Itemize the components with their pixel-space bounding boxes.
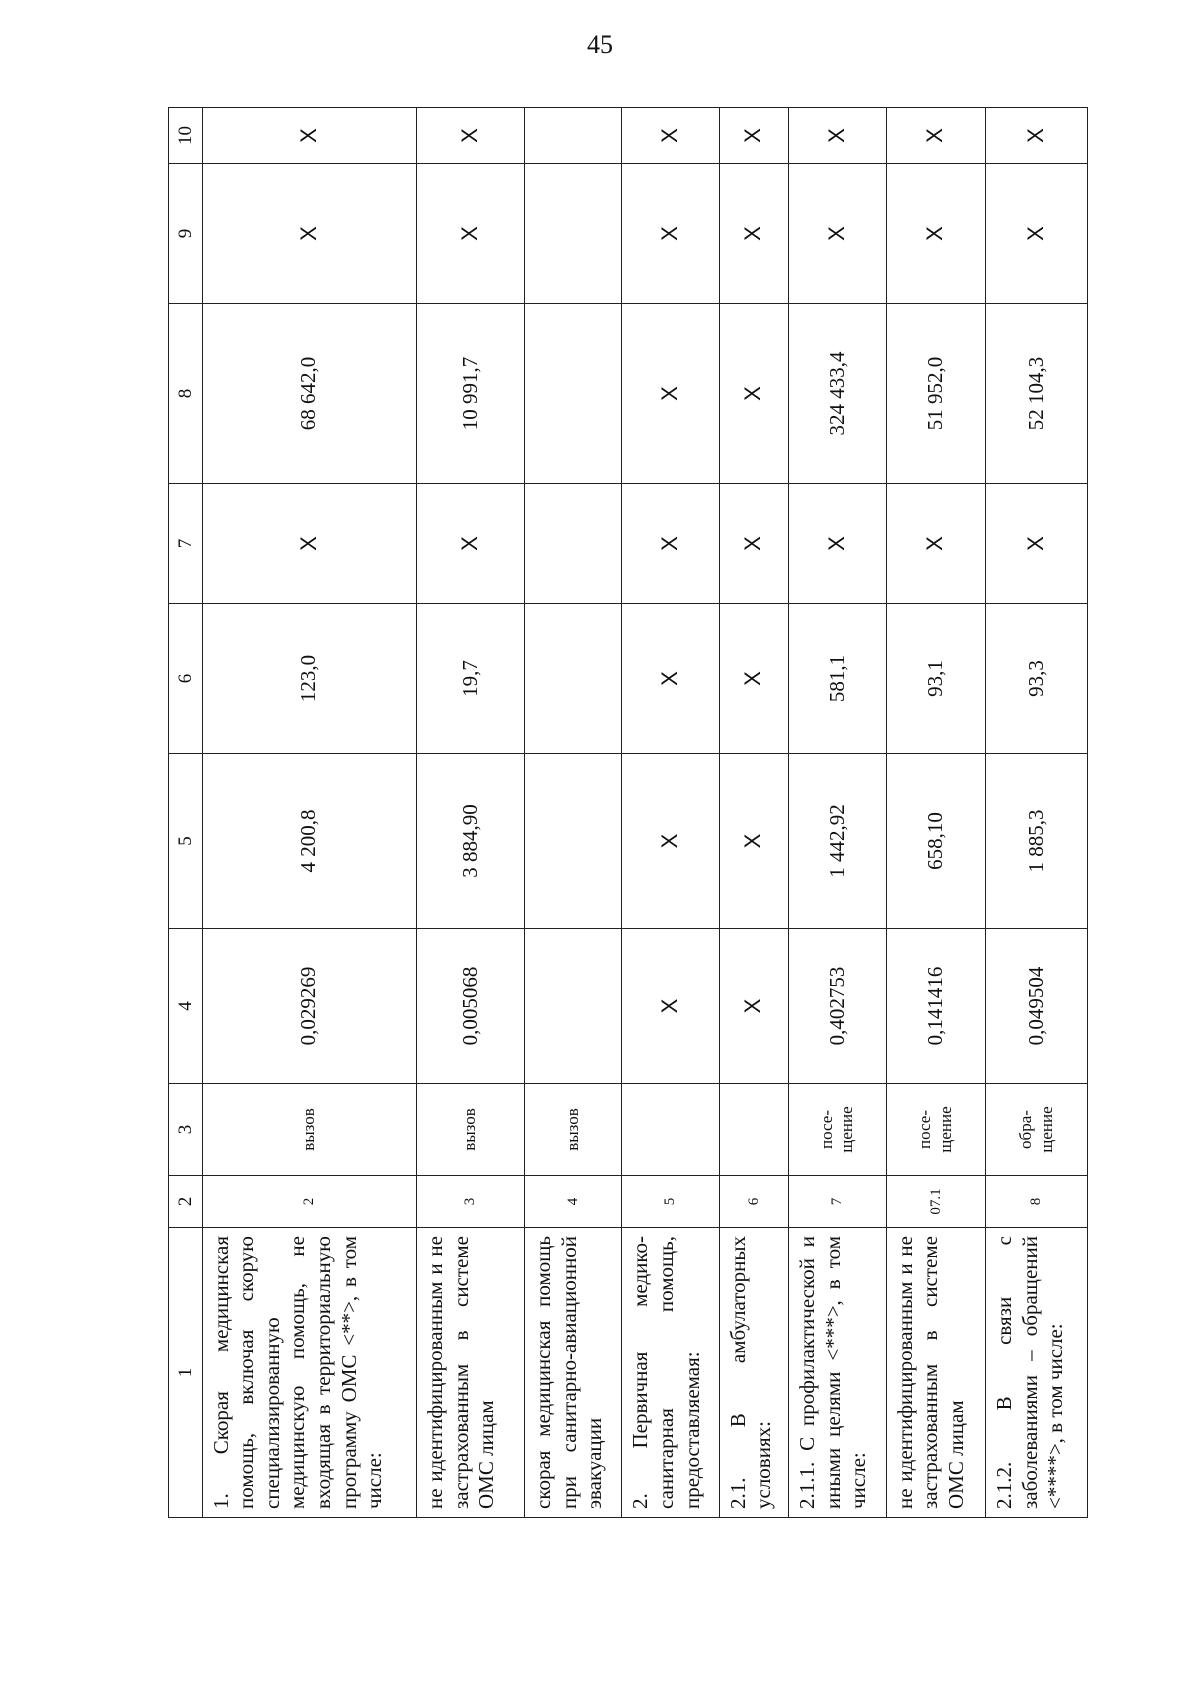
table-row (886, 108, 986, 1518)
value-cell: X (202, 164, 416, 304)
value-cell: 581,1 (789, 604, 886, 754)
value-cell (525, 164, 622, 304)
value-cell (525, 929, 622, 1084)
value-cell: X (789, 164, 886, 304)
value-cell: 19,7 (416, 604, 524, 754)
value-cell: X (622, 108, 719, 164)
value-cell: 0,005068 (416, 929, 524, 1084)
value-cell: X (622, 164, 719, 304)
header-cell: 8 (169, 304, 203, 484)
unit-cell: вызов (202, 1084, 416, 1176)
value-cell: 123,0 (202, 604, 416, 754)
value-cell: 68 642,0 (202, 304, 416, 484)
header-cell: 5 (169, 754, 203, 929)
row-code: 07.1 (886, 1176, 986, 1228)
value-cell: X (789, 108, 886, 164)
value-cell: X (986, 164, 1088, 304)
value-cell: 52 104,3 (986, 304, 1088, 484)
row-code: 8 (986, 1176, 1088, 1228)
row-description: 1. Скорая медицинская помощь, включая скорую специализированную медицинскую помощь, не входящая в территориальную программу ОМС <**>, в том числе: (202, 1228, 416, 1518)
value-cell: X (719, 108, 789, 164)
value-cell: X (202, 108, 416, 164)
unit-cell: обра-щение (986, 1084, 1088, 1176)
table-header-row (169, 108, 203, 1518)
value-cell: 0,049504 (986, 929, 1088, 1084)
table-row (202, 108, 416, 1518)
row-code: 7 (789, 1176, 886, 1228)
table-container (168, 108, 1088, 1518)
value-cell: 0,141416 (886, 929, 986, 1084)
header-cell: 4 (169, 929, 203, 1084)
table-row (622, 108, 719, 1518)
value-cell: X (789, 484, 886, 604)
value-cell: 10 991,7 (416, 304, 524, 484)
table-row (986, 108, 1088, 1518)
value-cell: 324 433,4 (789, 304, 886, 484)
value-cell: X (622, 754, 719, 929)
value-cell (525, 304, 622, 484)
value-cell: X (622, 604, 719, 754)
row-description: не идентифицированным и не застрахованным в системе ОМС лицам (416, 1228, 524, 1518)
unit-cell: вызов (525, 1084, 622, 1176)
row-description: 2.1.2. В связи с заболеваниями – обращений <****>, в том числе: (986, 1228, 1088, 1518)
table-row (525, 108, 622, 1518)
row-description: скорая медицинская помощь при санитарно-авиационной эвакуации (525, 1228, 622, 1518)
value-cell: X (886, 164, 986, 304)
row-code: 4 (525, 1176, 622, 1228)
value-cell: X (719, 304, 789, 484)
value-cell: 1 442,92 (789, 754, 886, 929)
row-code: 6 (719, 1176, 789, 1228)
value-cell: X (719, 484, 789, 604)
value-cell: 0,402753 (789, 929, 886, 1084)
unit-cell: посе-щение (886, 1084, 986, 1176)
value-cell: X (719, 164, 789, 304)
rotated-table (168, 108, 1088, 1518)
value-cell: X (416, 108, 524, 164)
header-cell: 6 (169, 604, 203, 754)
header-cell: 10 (169, 108, 203, 164)
value-cell: X (416, 164, 524, 304)
row-description: 2. Первичная медико-санитарная помощь, предоставляемая: (622, 1228, 719, 1518)
row-code: 2 (202, 1176, 416, 1228)
value-cell: X (202, 484, 416, 604)
value-cell: X (416, 484, 524, 604)
value-cell: 0,029269 (202, 929, 416, 1084)
value-cell: X (622, 929, 719, 1084)
data-table (168, 107, 1088, 1518)
value-cell: X (986, 108, 1088, 164)
header-cell: 1 (169, 1228, 203, 1518)
value-cell: 51 952,0 (886, 304, 986, 484)
table-row (719, 108, 789, 1518)
value-cell (525, 108, 622, 164)
value-cell: X (719, 754, 789, 929)
value-cell: X (622, 304, 719, 484)
value-cell: 658,10 (886, 754, 986, 929)
table-row (789, 108, 886, 1518)
row-description: 2.1. В амбулаторных условиях: (719, 1228, 789, 1518)
value-cell: 1 885,3 (986, 754, 1088, 929)
unit-cell: вызов (416, 1084, 524, 1176)
page-number: 45 (587, 30, 613, 59)
row-description: не идентифицированным и не застрахованным в системе ОМС лицам (886, 1228, 986, 1518)
row-code: 5 (622, 1176, 719, 1228)
header-cell: 7 (169, 484, 203, 604)
row-code: 3 (416, 1176, 524, 1228)
value-cell: X (986, 484, 1088, 604)
value-cell (525, 754, 622, 929)
value-cell: X (886, 108, 986, 164)
unit-cell (719, 1084, 789, 1176)
value-cell (525, 604, 622, 754)
value-cell (525, 484, 622, 604)
value-cell: 3 884,90 (416, 754, 524, 929)
value-cell: X (719, 929, 789, 1084)
header-cell: 9 (169, 164, 203, 304)
unit-cell (622, 1084, 719, 1176)
row-description: 2.1.1. С профилактической и иными целями <***>, в том числе: (789, 1228, 886, 1518)
value-cell: X (886, 484, 986, 604)
table-row (416, 108, 524, 1518)
header-cell: 2 (169, 1176, 203, 1228)
value-cell: 4 200,8 (202, 754, 416, 929)
value-cell: 93,1 (886, 604, 986, 754)
value-cell: 93,3 (986, 604, 1088, 754)
value-cell: X (719, 604, 789, 754)
unit-cell: посе-щение (789, 1084, 886, 1176)
value-cell: X (622, 484, 719, 604)
header-cell: 3 (169, 1084, 203, 1176)
